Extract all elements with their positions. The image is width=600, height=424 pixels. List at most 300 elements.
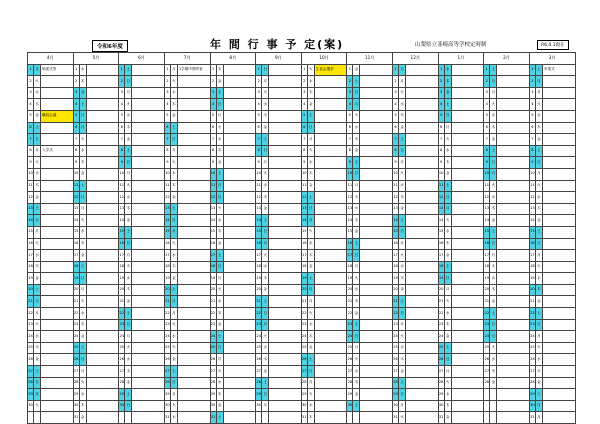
weekday: 金 [79, 331, 86, 343]
day-number: 15 [484, 226, 490, 238]
day-number: 22 [119, 308, 125, 320]
event-cell [132, 203, 165, 215]
weekday: 土 [34, 122, 41, 134]
weekday: 日 [490, 157, 497, 169]
weekday: 金 [79, 412, 86, 424]
event-cell [41, 238, 74, 250]
weekday: 土 [34, 284, 41, 296]
weekday: 木 [444, 76, 451, 88]
weekday: 水 [444, 226, 451, 238]
weekday: 金 [444, 87, 451, 99]
day-number: 16 [301, 238, 307, 250]
day-number: 8 [73, 145, 79, 157]
event-cell [314, 157, 347, 169]
day-number: 6 [73, 122, 79, 134]
weekday: 土 [490, 145, 497, 157]
event-cell [223, 284, 256, 296]
event-cell [269, 145, 302, 157]
event-cell [41, 284, 74, 296]
weekday: 日 [535, 400, 542, 412]
weekday: 金 [216, 157, 223, 169]
weekday: 火 [307, 145, 314, 157]
day-number: 5 [73, 110, 79, 122]
weekday: 木 [307, 412, 314, 424]
event-cell [86, 226, 119, 238]
event-cell [269, 400, 302, 412]
day-number: 7 [438, 134, 444, 146]
event-cell [132, 389, 165, 401]
day-number: 28 [164, 377, 170, 389]
day-number: 17 [393, 250, 399, 262]
event-cell [451, 192, 484, 204]
weekday: 月 [79, 203, 86, 215]
day-row [28, 226, 576, 238]
weekday: 木 [125, 203, 132, 215]
day-number: 1 [119, 64, 125, 76]
weekday: 木 [125, 284, 132, 296]
weekday: 日 [170, 215, 177, 227]
day-number: 27 [393, 366, 399, 378]
weekday: 日 [170, 134, 177, 146]
day-number: 22 [73, 308, 79, 320]
day-number: 3 [256, 87, 262, 99]
event-cell [132, 110, 165, 122]
day-number: 10 [393, 168, 399, 180]
day-number: 26 [301, 354, 307, 366]
weekday: 日 [353, 250, 360, 262]
day-number: 27 [28, 366, 34, 378]
weekday: 火 [216, 203, 223, 215]
event-cell [314, 366, 347, 378]
day-number: 27 [301, 366, 307, 378]
event-cell [406, 308, 439, 320]
day-number: 16 [484, 238, 490, 250]
event-cell [223, 226, 256, 238]
weekday: 水 [399, 342, 406, 354]
event-cell [451, 366, 484, 378]
day-number: 5 [256, 110, 262, 122]
day-number: 28 [28, 377, 34, 389]
weekday: 日 [170, 296, 177, 308]
day-number: 2 [393, 76, 399, 88]
day-number: 14 [164, 215, 170, 227]
event-cell [86, 215, 119, 227]
event-cell [86, 122, 119, 134]
day-number: 20 [210, 284, 216, 296]
weekday: 月 [535, 250, 542, 262]
event-cell [497, 238, 530, 250]
day-number: 2 [484, 76, 490, 88]
event-cell [542, 389, 575, 401]
event-cell [451, 76, 484, 88]
event-cell [497, 273, 530, 285]
weekday: 月 [535, 331, 542, 343]
event-cell [451, 203, 484, 215]
day-row [28, 366, 576, 378]
day-number: 25 [347, 342, 353, 354]
event-cell [223, 157, 256, 169]
weekday: 木 [399, 192, 406, 204]
weekday: 月 [262, 400, 269, 412]
day-number: 9 [438, 157, 444, 169]
weekday: 金 [307, 342, 314, 354]
weekday: 水 [79, 64, 86, 76]
event-cell [360, 342, 393, 354]
day-number: 21 [484, 296, 490, 308]
event-cell [177, 400, 210, 412]
weekday: 木 [307, 250, 314, 262]
day-number: 3 [484, 87, 490, 99]
day-number: 24 [438, 331, 444, 343]
event-cell [314, 238, 347, 250]
day-number: 7 [393, 134, 399, 146]
event-cell [86, 366, 119, 378]
weekday: 月 [79, 122, 86, 134]
day-number: 22 [393, 308, 399, 320]
day-number: 2 [210, 76, 216, 88]
weekday: 土 [79, 261, 86, 273]
weekday: 日 [490, 76, 497, 88]
day-number: 18 [28, 261, 34, 273]
weekday: 日 [34, 215, 41, 227]
event-cell [451, 110, 484, 122]
day-number: 11 [529, 180, 535, 192]
weekday: 水 [34, 250, 41, 262]
weekday [490, 400, 497, 412]
day-number: 4 [256, 99, 262, 111]
day-number: 26 [73, 354, 79, 366]
event-cell [314, 342, 347, 354]
weekday: 金 [490, 296, 497, 308]
day-number: 9 [119, 157, 125, 169]
day-number: 14 [210, 215, 216, 227]
weekday: 日 [444, 273, 451, 285]
event-cell [223, 261, 256, 273]
day-number: 16 [438, 238, 444, 250]
weekday: 火 [34, 400, 41, 412]
day-number: 28 [301, 377, 307, 389]
weekday: 火 [353, 354, 360, 366]
event-cell [451, 215, 484, 227]
day-number: 21 [210, 296, 216, 308]
event-cell [542, 366, 575, 378]
event-cell [406, 296, 439, 308]
day-number: 26 [210, 354, 216, 366]
day-number: 21 [438, 296, 444, 308]
weekday: 火 [307, 64, 314, 76]
event-cell [269, 377, 302, 389]
day-number: 29 [347, 389, 353, 401]
weekday: 火 [79, 215, 86, 227]
day-number: 30 [28, 400, 34, 412]
event-cell [497, 366, 530, 378]
event-cell [451, 64, 484, 76]
event-cell [41, 273, 74, 285]
weekday: 水 [490, 110, 497, 122]
event-cell [542, 284, 575, 296]
event-cell [269, 76, 302, 88]
event-cell [360, 134, 393, 146]
weekday: 金 [34, 273, 41, 285]
day-number: 5 [347, 110, 353, 122]
weekday: 水 [170, 412, 177, 424]
weekday: 水 [262, 180, 269, 192]
weekday: 月 [34, 308, 41, 320]
event-cell [497, 296, 530, 308]
day-number: 7 [301, 134, 307, 146]
weekday: 水 [535, 354, 542, 366]
event-cell [406, 87, 439, 99]
weekday: 木 [216, 226, 223, 238]
day-number: 24 [347, 331, 353, 343]
weekday: 土 [216, 87, 223, 99]
weekday: 金 [216, 400, 223, 412]
weekday [490, 389, 497, 401]
event-cell [406, 145, 439, 157]
day-number: 23 [529, 319, 535, 331]
day-number: 10 [164, 168, 170, 180]
event-cell [86, 412, 119, 424]
day-number: 10 [529, 168, 535, 180]
weekday: 金 [444, 412, 451, 424]
day-number: 16 [210, 238, 216, 250]
day-number: 15 [529, 226, 535, 238]
event-cell [177, 180, 210, 192]
day-number: 8 [164, 145, 170, 157]
day-number: 4 [119, 99, 125, 111]
day-number: 19 [119, 273, 125, 285]
day-number: 28 [210, 377, 216, 389]
day-number: 30 [347, 400, 353, 412]
day-number: 13 [119, 203, 125, 215]
event-cell [41, 354, 74, 366]
weekday: 金 [353, 145, 360, 157]
weekday: 月 [444, 203, 451, 215]
day-number: 1 [28, 64, 34, 76]
day-number: 2 [28, 76, 34, 88]
day-number: 11 [301, 180, 307, 192]
day-number: 25 [301, 342, 307, 354]
day-number: 21 [28, 296, 34, 308]
day-number: 13 [28, 203, 34, 215]
event-cell [314, 180, 347, 192]
weekday: 金 [262, 203, 269, 215]
day-number: 3 [119, 87, 125, 99]
day-number: 1 [256, 64, 262, 76]
event-cell [314, 110, 347, 122]
weekday: 日 [34, 134, 41, 146]
day-number: 9 [73, 157, 79, 169]
weekday: 土 [125, 389, 132, 401]
event-cell [223, 110, 256, 122]
weekday: 土 [444, 342, 451, 354]
weekday: 日 [307, 122, 314, 134]
weekday: 日 [399, 64, 406, 76]
day-number: 29 [210, 389, 216, 401]
weekday: 日 [353, 331, 360, 343]
event-cell [86, 192, 119, 204]
weekday: 木 [353, 296, 360, 308]
day-number: 11 [256, 180, 262, 192]
event-cell [86, 296, 119, 308]
day-number: 25 [484, 342, 490, 354]
day-row [28, 354, 576, 366]
day-number: 10 [301, 168, 307, 180]
event-cell: 卒業式 [542, 64, 575, 76]
weekday: 水 [399, 99, 406, 111]
event-cell [223, 400, 256, 412]
day-row [28, 157, 576, 169]
event-cell [177, 308, 210, 320]
weekday: 月 [490, 250, 497, 262]
event-cell [269, 354, 302, 366]
weekday: 土 [170, 366, 177, 378]
weekday: 火 [535, 261, 542, 273]
event-cell [177, 412, 210, 424]
event-cell [223, 331, 256, 343]
weekday: 日 [535, 76, 542, 88]
event-cell [360, 308, 393, 320]
month-header: 5月 [73, 53, 119, 65]
day-number: 14 [438, 215, 444, 227]
day-number: 11 [484, 180, 490, 192]
weekday: 火 [353, 273, 360, 285]
weekday: 金 [34, 354, 41, 366]
day-number: 1 [529, 64, 535, 76]
day-number: 14 [73, 215, 79, 227]
weekday: 土 [170, 203, 177, 215]
day-number: 12 [529, 192, 535, 204]
weekday: 土 [216, 250, 223, 262]
day-number: 8 [256, 145, 262, 157]
day-number: 5 [28, 110, 34, 122]
day-number: 6 [484, 122, 490, 134]
weekday: 木 [216, 389, 223, 401]
month-header-row [28, 53, 576, 65]
event-cell [41, 342, 74, 354]
weekday: 金 [535, 134, 542, 146]
day-number: 28 [256, 377, 262, 389]
weekday: 水 [262, 99, 269, 111]
weekday: 水 [307, 76, 314, 88]
weekday: 金 [170, 273, 177, 285]
weekday: 木 [490, 284, 497, 296]
weekday: 水 [79, 308, 86, 320]
weekday: 土 [535, 226, 542, 238]
day-number: 28 [347, 377, 353, 389]
event-cell [223, 99, 256, 111]
day-number: 6 [164, 122, 170, 134]
event-cell [542, 296, 575, 308]
event-cell [497, 226, 530, 238]
event-cell [360, 145, 393, 157]
event-cell [406, 215, 439, 227]
weekday: 月 [307, 215, 314, 227]
weekday: 水 [307, 157, 314, 169]
day-number: 11 [210, 180, 216, 192]
day-number: 6 [301, 122, 307, 134]
event-cell [497, 168, 530, 180]
event-cell [269, 261, 302, 273]
weekday: 月 [79, 284, 86, 296]
event-cell [497, 145, 530, 157]
day-number: 22 [164, 308, 170, 320]
day-number: 25 [119, 342, 125, 354]
page-title: 年 間 行 事 予 定(案) [210, 38, 345, 51]
event-cell [223, 168, 256, 180]
weekday: 日 [125, 238, 132, 250]
weekday: 水 [535, 110, 542, 122]
weekday: 水 [79, 389, 86, 401]
event-cell [269, 226, 302, 238]
event-cell [269, 180, 302, 192]
day-number: 23 [28, 319, 34, 331]
day-number: 30 [73, 400, 79, 412]
day-row [28, 145, 576, 157]
event-cell [406, 110, 439, 122]
weekday: 火 [353, 110, 360, 122]
weekday: 日 [262, 389, 269, 401]
weekday: 水 [170, 331, 177, 343]
day-number: 18 [210, 261, 216, 273]
weekday: 土 [170, 122, 177, 134]
day-number: 4 [438, 99, 444, 111]
weekday: 火 [79, 296, 86, 308]
weekday: 土 [216, 168, 223, 180]
event-cell [223, 308, 256, 320]
weekday: 水 [125, 192, 132, 204]
day-number: 8 [28, 145, 34, 157]
day-number: 2 [347, 76, 353, 88]
day-number: 27 [438, 366, 444, 378]
weekday: 月 [535, 168, 542, 180]
event-cell [542, 377, 575, 389]
event-cell [269, 122, 302, 134]
day-number: 2 [73, 76, 79, 88]
weekday: 水 [353, 284, 360, 296]
weekday: 火 [444, 377, 451, 389]
day-number: 10 [73, 168, 79, 180]
weekday: 金 [399, 203, 406, 215]
weekday: 土 [444, 261, 451, 273]
day-number: 14 [28, 215, 34, 227]
event-cell [360, 412, 393, 424]
day-number: 30 [393, 400, 399, 412]
day-number: 12 [256, 192, 262, 204]
weekday: 月 [79, 366, 86, 378]
day-number: 31 [529, 412, 535, 424]
weekday: 金 [535, 215, 542, 227]
weekday: 土 [262, 377, 269, 389]
event-cell [41, 412, 74, 424]
weekday: 土 [79, 180, 86, 192]
event-cell [132, 180, 165, 192]
day-number: 22 [438, 308, 444, 320]
event-cell [360, 215, 393, 227]
weekday: 木 [535, 366, 542, 378]
weekday: 水 [216, 134, 223, 146]
weekday [125, 412, 132, 424]
day-number: 4 [28, 99, 34, 111]
day-number: 18 [73, 261, 79, 273]
event-cell [451, 145, 484, 157]
weekday: 金 [444, 250, 451, 262]
event-cell [132, 284, 165, 296]
weekday: 金 [490, 134, 497, 146]
day-row [28, 203, 576, 215]
weekday: 土 [125, 64, 132, 76]
weekday: 火 [125, 342, 132, 354]
